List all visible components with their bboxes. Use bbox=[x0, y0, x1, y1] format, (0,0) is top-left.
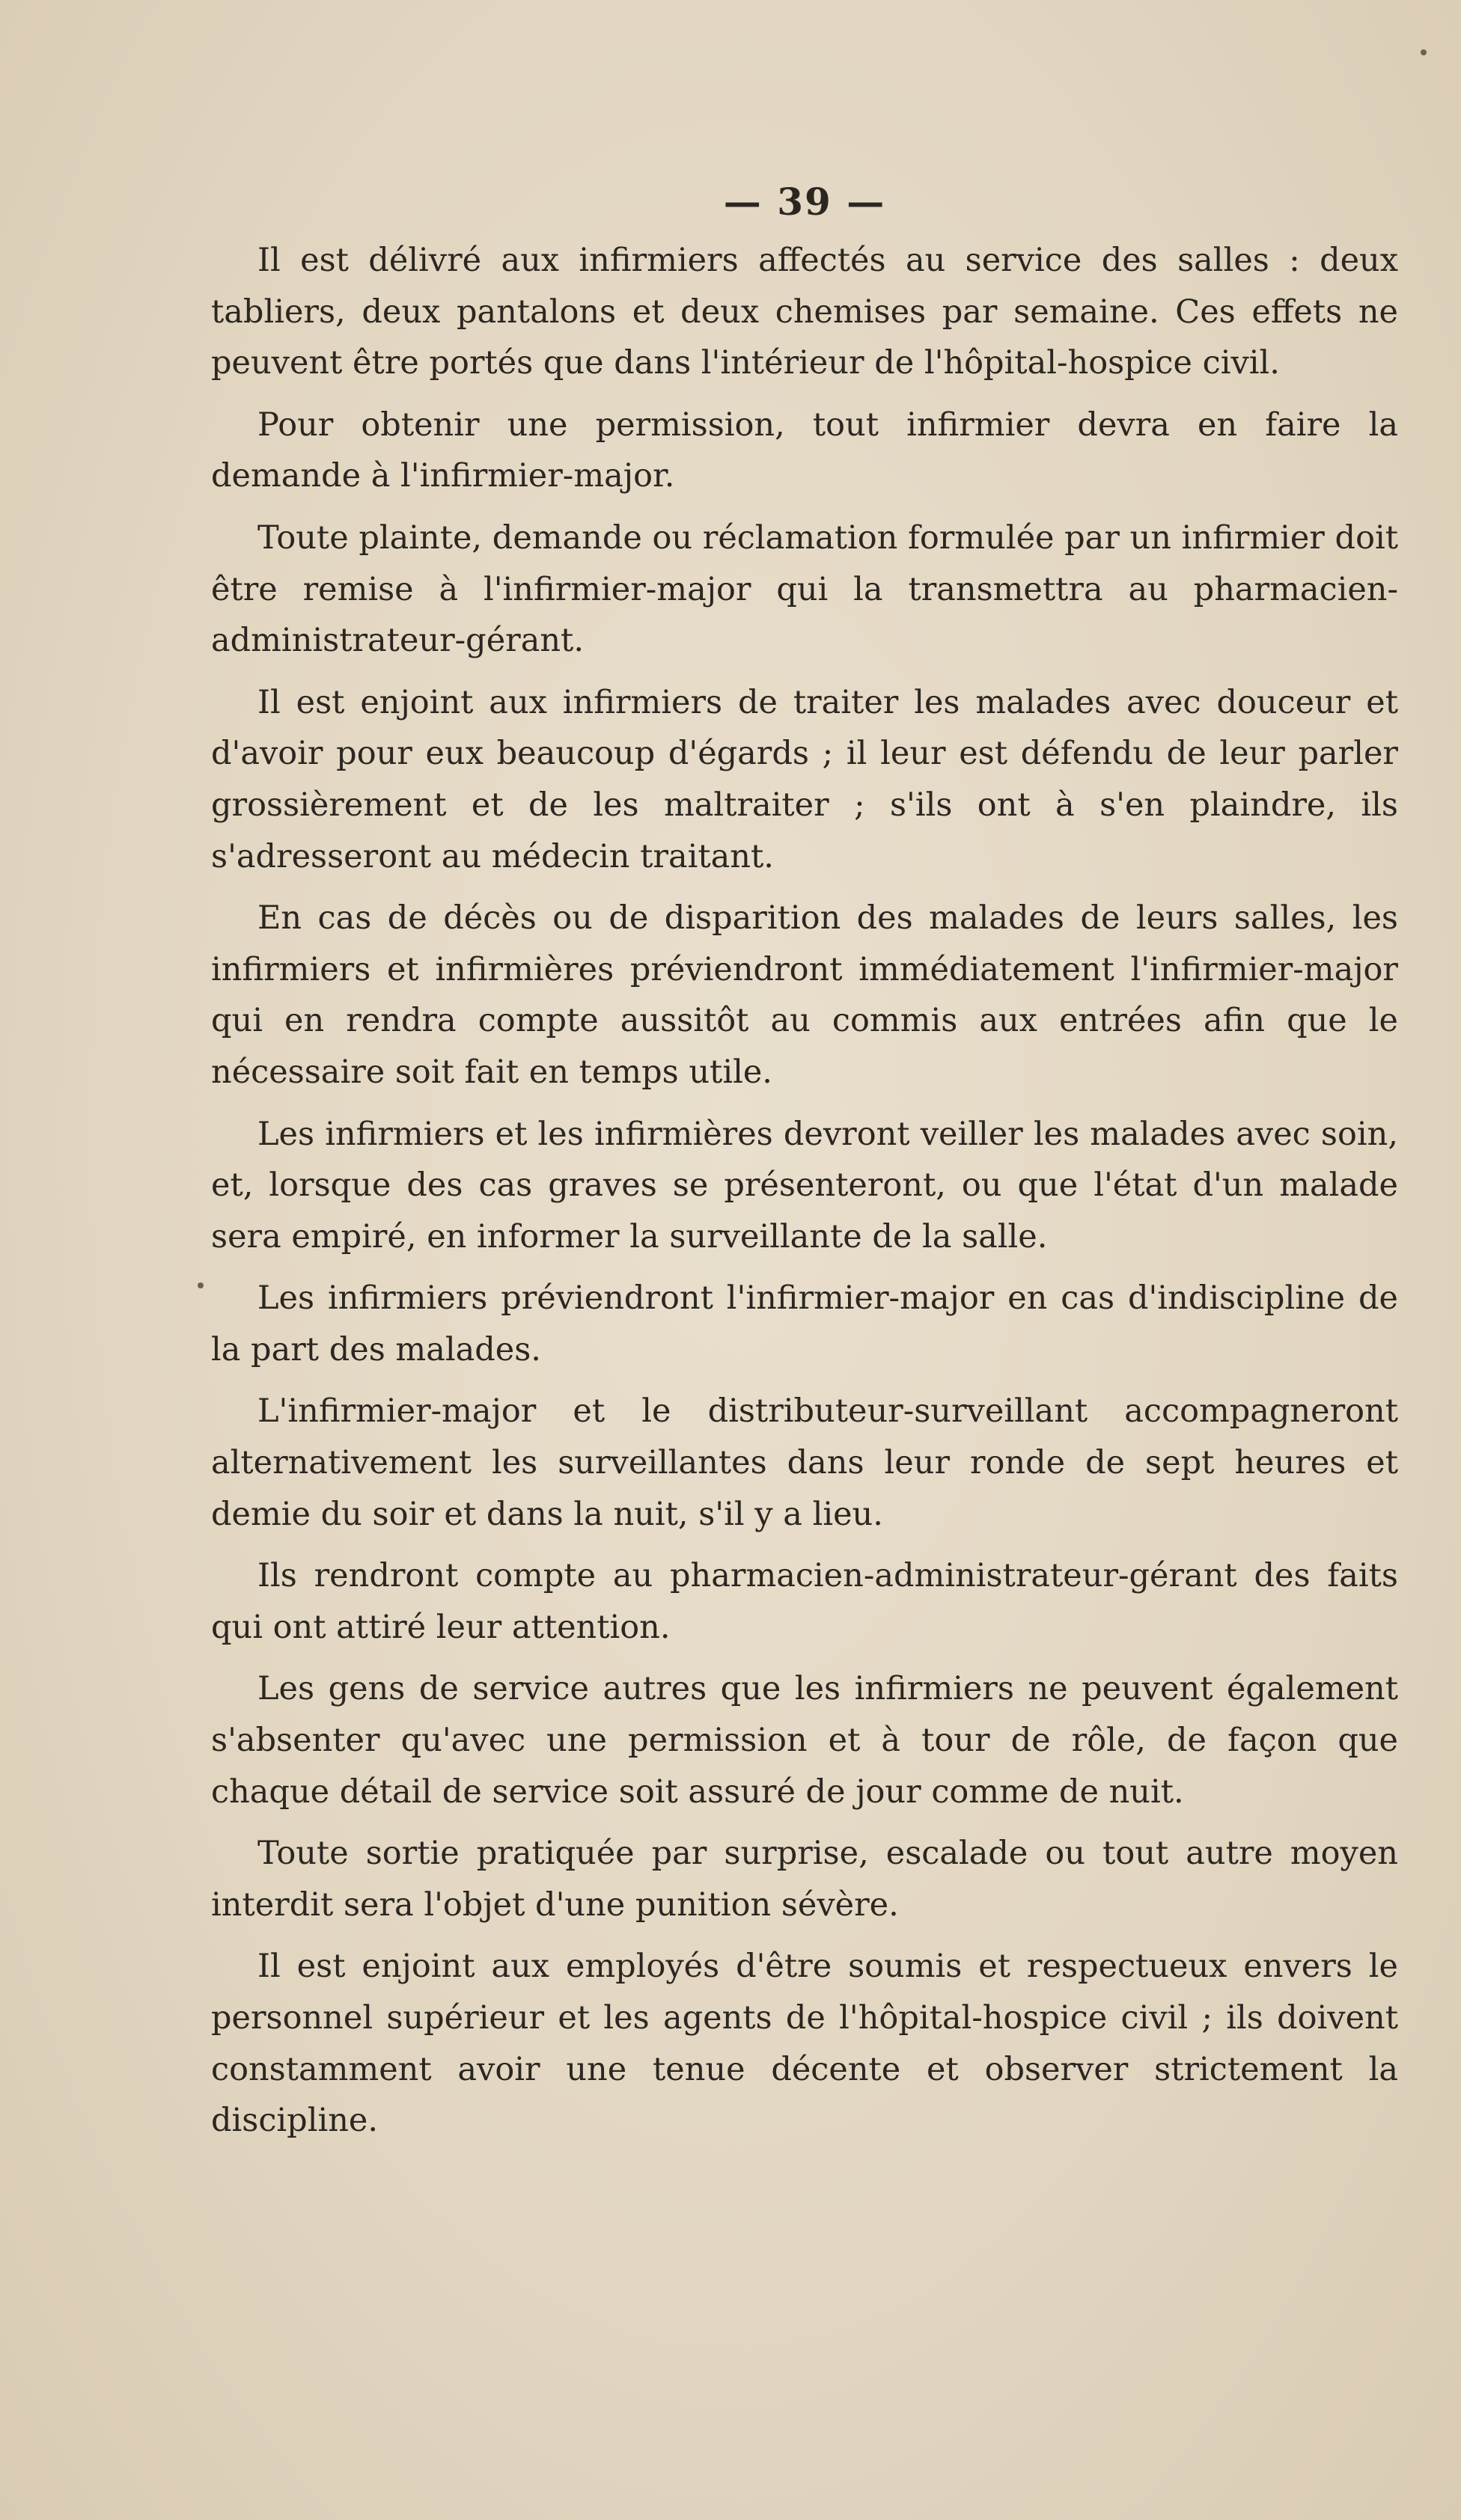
paragraph: Les infirmiers préviendront l'infirmier-major en cas d'indiscipline de la part des malades. bbox=[211, 1279, 1398, 1368]
paragraph: Toute sortie pratiquée par surprise, escalade ou tout autre moyen interdit sera l'objet d'une punition sévère. bbox=[211, 1835, 1398, 1924]
paragraph: Pour obtenir une permission, tout infirmier devra en faire la demande à l'infirmier-major. bbox=[211, 406, 1398, 495]
ink-speck bbox=[1421, 49, 1427, 55]
paragraph: Les infirmiers et les infirmières devront veiller les malades avec soin, et, lorsque des cas graves se présenteront, ou que l'état d'un malade sera empiré, en informer la surveillante de la salle. bbox=[211, 1115, 1398, 1256]
ink-speck bbox=[198, 1282, 204, 1288]
paragraph: Il est enjoint aux infirmiers de traiter les malades avec douceur et d'avoir pour eux beaucoup d'égards ; il leur est défendu de leur parler grossièrement et de les maltraiter ; s'ils ont à s'en plaindre, ils s'adresseront au médecin traitant. bbox=[211, 683, 1398, 875]
paragraph: L'infirmier-major et le distributeur-surveillant accompagneront alternativement les surveillantes dans leur ronde de sept heures et demie du soir et dans la nuit, s'il y a lieu. bbox=[211, 1392, 1398, 1533]
paragraph: Les gens de service autres que les infirmiers ne peuvent également s'absenter qu'avec une permission et à tour de rôle, de façon que chaque détail de service soit assuré de jour comme de nuit. bbox=[211, 1670, 1398, 1811]
page-number: — 39 — bbox=[723, 180, 886, 224]
paragraph: Toute plainte, demande ou réclamation formulée par un infirmier doit être remise à l'infirmier-major qui la transmettra au pharmacien-administrateur-gérant. bbox=[211, 519, 1398, 660]
page-text bbox=[211, 180, 1398, 2157]
paragraph: Il est enjoint aux employés d'être soumis et respectueux envers le personnel supérieur et les agents de l'hôpital-hospice civil ; ils doivent constamment avoir une tenue décente et observer strictement la discipline. bbox=[211, 1948, 1398, 2140]
paragraph: Ils rendront compte au pharmacien-administrateur-gérant des faits qui ont attiré leur attention. bbox=[211, 1557, 1398, 1646]
paragraph: Il est délivré aux infirmiers affectés au service des salles : deux tabliers, deux pantalons et deux chemises par semaine. Ces effets ne peuvent être portés que dans l'intérieur de l'hôpital-hospice civil. bbox=[211, 242, 1398, 382]
paragraph: En cas de décès ou de disparition des malades de leurs salles, les infirmiers et infirmières préviendront immédiatement l'infirmier-major qui en rendra compte aussitôt au commis aux entrées afin que le nécessaire soit fait en temps utile. bbox=[211, 899, 1398, 1091]
